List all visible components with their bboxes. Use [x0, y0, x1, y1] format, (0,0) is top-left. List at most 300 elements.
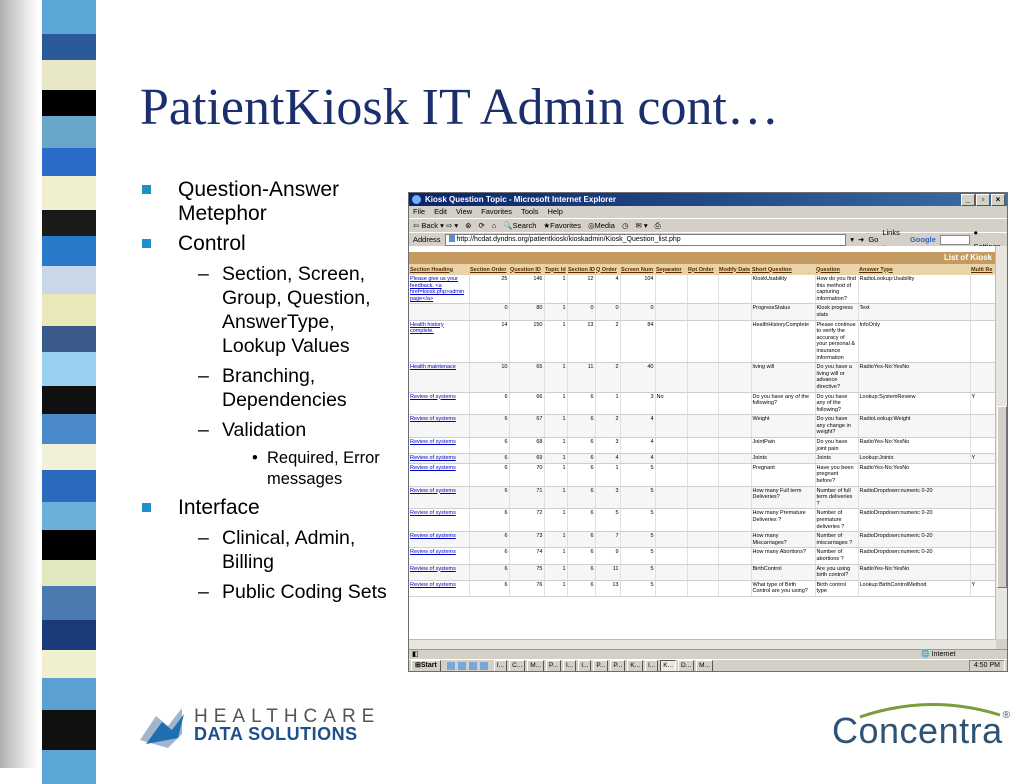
table-cell — [687, 548, 718, 564]
start-button[interactable]: ⊞Start — [411, 660, 441, 672]
table-cell: 6 — [469, 548, 509, 564]
table-cell: 3 — [595, 438, 620, 454]
table-cell: 1 — [544, 509, 567, 532]
table-row — [409, 548, 996, 564]
table-cell: 6 — [567, 463, 595, 486]
taskbar-button[interactable]: D... — [678, 660, 694, 672]
menu-item-tools[interactable]: Tools — [521, 207, 539, 216]
table-cell: 6 — [567, 564, 595, 580]
table-cell: 1 — [544, 415, 567, 438]
stripe-block — [42, 60, 96, 90]
taskbar-button[interactable]: P... — [610, 660, 625, 672]
table-cell: 1 — [544, 532, 567, 548]
table-cell: 84 — [620, 320, 655, 363]
section-heading-link[interactable]: Please give us your feedback. <a href=kiosk.php>admin page</a> — [409, 275, 469, 304]
table-cell: 4 — [620, 454, 655, 464]
table-header-row — [409, 264, 996, 275]
table-cell: 75 — [509, 564, 544, 580]
table-cell — [718, 532, 751, 548]
section-heading-link[interactable]: Health history complete. — [409, 320, 469, 363]
section-heading-link[interactable]: Health maintenace — [409, 363, 469, 392]
table-cell: RadioYes-No:YesNo — [858, 564, 970, 580]
table-cell — [687, 392, 718, 415]
bullet-text: Control — [178, 232, 246, 255]
table-cell — [970, 304, 996, 320]
table-cell — [718, 548, 751, 564]
taskbar-button[interactable]: M... — [527, 660, 544, 672]
address-bar — [409, 228, 1007, 247]
table-cell: 13 — [567, 320, 595, 363]
table-row — [409, 463, 996, 486]
bullet-text: Required, Error messages — [267, 449, 380, 488]
table-cell — [718, 392, 751, 415]
stripe-block — [42, 650, 96, 678]
taskbar-button[interactable]: C... — [509, 660, 525, 672]
table-cell: RadioLookup:Usability — [858, 275, 970, 304]
task-buttons — [494, 660, 713, 672]
quick-launch — [447, 662, 488, 670]
taskbar-button[interactable]: I... — [578, 660, 591, 672]
table-cell: Weight — [751, 415, 815, 438]
table-cell: Do you have joint pain — [815, 438, 858, 454]
table-cell: 7 — [595, 532, 620, 548]
taskbar-button[interactable]: I... — [563, 660, 576, 672]
table-cell: Pregnant — [751, 463, 815, 486]
dot-bullet-icon: • — [252, 449, 258, 467]
table-cell: 80 — [509, 304, 544, 320]
history-icon[interactable]: ◷ — [621, 221, 629, 230]
table-cell: RadioDropdown:numeric 0-20 — [858, 509, 970, 532]
go-button[interactable]: ➜ Go — [858, 235, 879, 244]
stripe-block — [42, 0, 96, 34]
stripe-block — [42, 294, 96, 326]
minimize-icon[interactable]: _ — [961, 194, 975, 206]
table-cell: 40 — [620, 363, 655, 392]
table-cell — [655, 275, 687, 304]
quicklaunch-icon[interactable] — [458, 662, 466, 670]
table-cell: 2 — [595, 320, 620, 363]
table-cell: 5 — [595, 509, 620, 532]
section-heading-link[interactable]: Review of systems — [409, 392, 469, 415]
table-cell — [655, 363, 687, 392]
stripe-block — [42, 414, 96, 444]
table-cell: 1 — [595, 463, 620, 486]
taskbar-button[interactable]: I... — [645, 660, 658, 672]
dash-bullet-icon: – — [198, 365, 209, 387]
table-row — [409, 363, 996, 392]
table-cell: 0 — [469, 304, 509, 320]
question-table — [409, 264, 996, 597]
table-cell: 13 — [595, 580, 620, 596]
table-cell — [655, 532, 687, 548]
taskbar-button[interactable]: K... — [660, 660, 676, 672]
bullet-level-1 — [142, 178, 397, 226]
mail-icon[interactable]: ✉ ▾ — [635, 221, 648, 230]
list-title: List of Kiosk — [943, 253, 992, 262]
table-cell — [687, 320, 718, 363]
table-cell: 6 — [469, 580, 509, 596]
table-cell — [718, 363, 751, 392]
table-cell — [970, 438, 996, 454]
table-cell: 6 — [469, 564, 509, 580]
links-button[interactable]: Links — [882, 228, 900, 237]
table-cell — [687, 363, 718, 392]
registered-mark: ® — [1002, 710, 1011, 721]
dash-bullet-icon: – — [198, 419, 209, 441]
menu-bar — [409, 206, 1007, 218]
table-cell — [718, 463, 751, 486]
bullet-text: Interface — [178, 496, 260, 519]
square-bullet-icon — [142, 503, 151, 512]
section-heading-link[interactable]: Review of systems — [409, 509, 469, 532]
table-row — [409, 438, 996, 454]
table-cell: RadioDropdown:numeric 0-20 — [858, 532, 970, 548]
taskbar-button[interactable]: K... — [627, 660, 643, 672]
table-cell: Y — [970, 580, 996, 596]
vertical-scrollbar[interactable] — [995, 246, 1007, 639]
stripe-block — [42, 470, 96, 502]
table-cell: Lookup:BirthControlMethod — [858, 580, 970, 596]
table-cell: 1 — [544, 486, 567, 509]
table-row — [409, 532, 996, 548]
ie-icon — [412, 195, 421, 204]
table-cell — [655, 304, 687, 320]
stripe-block — [42, 502, 96, 530]
menu-item-edit[interactable]: Edit — [434, 207, 448, 216]
table-body — [409, 275, 996, 596]
concentra-logo — [832, 710, 1010, 752]
column-header[interactable]: Short Question — [751, 264, 815, 275]
table-cell: 5 — [620, 486, 655, 509]
table-cell — [970, 509, 996, 532]
browser-toolbar — [409, 218, 1007, 232]
status-zone: 🌐 Internet — [921, 651, 956, 658]
section-heading-link[interactable]: Review of systems — [409, 454, 469, 464]
google-search-box[interactable] — [940, 235, 970, 245]
stripe-block — [42, 176, 96, 210]
section-heading-link — [409, 304, 469, 320]
bullet-level-2 — [142, 418, 397, 442]
table-cell — [970, 548, 996, 564]
table-cell — [655, 320, 687, 363]
windows-taskbar — [409, 659, 1007, 672]
stripe-block — [42, 586, 96, 620]
stripe-block — [42, 34, 96, 60]
stripe-shadow — [0, 0, 38, 768]
table-cell — [687, 532, 718, 548]
table-cell: 66 — [509, 392, 544, 415]
table-cell: 0 — [620, 304, 655, 320]
table-cell: 1 — [544, 580, 567, 596]
section-heading-link[interactable]: Review of systems — [409, 463, 469, 486]
bullet-text: Clinical, Admin, Billing — [222, 527, 356, 573]
table-cell: Joints — [815, 454, 858, 464]
table-cell: 1 — [544, 454, 567, 464]
media-button[interactable]: ◎Media — [587, 221, 615, 230]
table-cell — [687, 580, 718, 596]
table-cell — [718, 564, 751, 580]
section-heading-link[interactable]: Review of systems — [409, 415, 469, 438]
table-cell: 5 — [620, 509, 655, 532]
bullet-text: Branching, Dependencies — [222, 365, 347, 411]
table-cell: 6 — [567, 392, 595, 415]
table-cell: 67 — [509, 415, 544, 438]
table-cell: RadioDropdown:numeric 0-20 — [858, 548, 970, 564]
section-heading-link[interactable]: Review of systems — [409, 532, 469, 548]
table-cell — [718, 486, 751, 509]
back-button[interactable]: ⇦ Back ▾ ⇨ ▾ — [413, 221, 459, 230]
healthcare-logo-mark — [138, 704, 188, 748]
table-cell: 1 — [544, 438, 567, 454]
stripe-block — [42, 148, 96, 176]
table-cell: Birth control type — [815, 580, 858, 596]
table-cell: 1 — [544, 320, 567, 363]
settings-button[interactable]: ● — [973, 228, 979, 237]
bullet-level-2 — [142, 580, 397, 604]
table-cell: Y — [970, 392, 996, 415]
square-bullet-icon — [142, 239, 151, 248]
table-cell: RadioDropdown:numeric 0-20 — [858, 486, 970, 509]
column-header[interactable]: Section Heading — [409, 264, 469, 275]
table-cell: 2 — [595, 363, 620, 392]
taskbar-button[interactable]: M... — [696, 660, 713, 672]
table-row — [409, 392, 996, 415]
table-cell: Lookup:Joints — [858, 454, 970, 464]
table-cell: How do you find this method of capturing information? — [815, 275, 858, 304]
stripe-block — [42, 90, 96, 116]
table-cell: 65 — [509, 363, 544, 392]
section-heading-link[interactable]: Review of systems — [409, 580, 469, 596]
table-cell: How many Premature Deliveries ? — [751, 509, 815, 532]
column-header[interactable]: Topic Id — [544, 264, 567, 275]
table-cell: Please continue to verify the accuracy of your personal & insurance information — [815, 320, 858, 363]
column-header[interactable]: Separator — [655, 264, 687, 275]
table-cell — [687, 438, 718, 454]
table-cell — [718, 275, 751, 304]
stripe-block — [42, 210, 96, 236]
table-cell — [655, 564, 687, 580]
table-cell: Do you have a living will or advance directive? — [815, 363, 858, 392]
table-cell — [687, 304, 718, 320]
table-row — [409, 454, 996, 464]
table-cell: 6 — [469, 463, 509, 486]
table-row — [409, 275, 996, 304]
section-heading-link[interactable]: Review of systems — [409, 564, 469, 580]
table-cell — [718, 454, 751, 464]
table-cell: Have you been pregnant before? — [815, 463, 858, 486]
section-heading-link[interactable]: Review of systems — [409, 486, 469, 509]
table-cell: How many Full term Deliveries? — [751, 486, 815, 509]
stripe-block — [42, 444, 96, 470]
table-cell: RadioYes-No:YesNo — [858, 363, 970, 392]
table-cell: BirthControl — [751, 564, 815, 580]
table-cell — [687, 486, 718, 509]
slide-title: PatientKiosk IT Admin cont… — [140, 79, 779, 136]
close-icon[interactable]: × — [991, 194, 1005, 206]
table-cell: ProgressStatus — [751, 304, 815, 320]
system-tray — [969, 660, 1005, 672]
bullet-level-1 — [142, 232, 397, 256]
table-cell: 1 — [544, 463, 567, 486]
stripe-block — [42, 530, 96, 560]
table-cell: 72 — [509, 509, 544, 532]
table-cell: 150 — [509, 320, 544, 363]
table-cell — [687, 415, 718, 438]
bullet-level-2 — [142, 262, 397, 358]
bullet-level-2 — [142, 526, 397, 574]
window-title: Kiosk Question Topic - Microsoft Internet Explorer — [425, 195, 616, 204]
table-cell: JointPain — [751, 438, 815, 454]
table-row — [409, 320, 996, 363]
table-cell: 5 — [620, 564, 655, 580]
column-header[interactable]: Section ID — [567, 264, 595, 275]
column-header[interactable]: Question — [815, 264, 858, 275]
section-heading-link[interactable]: Review of systems — [409, 438, 469, 454]
refresh-icon[interactable]: ⟳ — [478, 221, 485, 230]
healthcare-logo-line1: HEALTHCARE — [194, 706, 381, 727]
table-cell: Joints — [751, 454, 815, 464]
menu-item-favorites[interactable]: Favorites — [481, 207, 512, 216]
table-cell — [970, 532, 996, 548]
table-cell: 1 — [544, 564, 567, 580]
table-cell — [687, 509, 718, 532]
table-cell: Do you have any change in weight? — [815, 415, 858, 438]
browser-window — [408, 192, 1008, 672]
table-cell: 5 — [620, 548, 655, 564]
table-cell: HealthHistoryComplete — [751, 320, 815, 363]
table-cell: Kiosk progress stats — [815, 304, 858, 320]
quicklaunch-icon[interactable] — [447, 662, 455, 670]
concentra-logo-text: Concentra — [832, 710, 1003, 751]
bullet-text: Section, Screen, Group, Question, AnswerType, Lookup Values — [222, 263, 371, 357]
table-cell: 70 — [509, 463, 544, 486]
table-cell: 4 — [595, 454, 620, 464]
table-cell: Number of premature deliveries ? — [815, 509, 858, 532]
table-cell — [655, 463, 687, 486]
stripe-block — [42, 116, 96, 148]
table-cell — [718, 304, 751, 320]
table-cell: 6 — [567, 454, 595, 464]
table-cell: 5 — [620, 463, 655, 486]
address-url: http://hcdat.dyndns.org/patientkiosk/kioskadmin/Kiosk_Question_list.php — [456, 236, 681, 243]
taskbar-button[interactable]: P... — [546, 660, 561, 672]
address-input[interactable] — [445, 234, 847, 246]
column-header[interactable]: Question ID — [509, 264, 544, 275]
decorative-stripe-bar — [0, 0, 118, 768]
table-row — [409, 415, 996, 438]
column-header[interactable]: Answer Type — [858, 264, 970, 275]
table-cell — [718, 320, 751, 363]
table-cell: 6 — [469, 532, 509, 548]
print-icon[interactable]: ⎙ — [654, 221, 661, 230]
table-cell: 25 — [469, 275, 509, 304]
table-cell: 104 — [620, 275, 655, 304]
table-cell: Lookup:SystemReview — [858, 392, 970, 415]
table-cell: 12 — [567, 275, 595, 304]
table-cell: RadioLookup:Weight — [858, 415, 970, 438]
table-cell — [718, 580, 751, 596]
table-cell: 146 — [509, 275, 544, 304]
column-header[interactable]: Screen Num — [620, 264, 655, 275]
menu-item-help[interactable]: Help — [547, 207, 563, 216]
google-toolbar[interactable]: Google — [909, 235, 936, 244]
table-cell: 6 — [469, 392, 509, 415]
table-cell — [687, 564, 718, 580]
column-header[interactable]: Rpt Order — [687, 264, 718, 275]
table-cell: No — [655, 392, 687, 415]
address-dropdown-icon[interactable]: ▾ — [850, 235, 855, 244]
healthcare-logo-line2: DATA SOLUTIONS — [194, 724, 358, 744]
bullet-text: Public Coding Sets — [222, 581, 387, 603]
table-cell: How many Miscarriages? — [751, 532, 815, 548]
table-cell — [718, 415, 751, 438]
bullet-text: Validation — [222, 419, 307, 441]
bullet-list — [142, 178, 397, 610]
table-cell: 6 — [567, 532, 595, 548]
quicklaunch-icon[interactable] — [480, 662, 488, 670]
table-cell: 4 — [620, 415, 655, 438]
table-cell: 4 — [595, 275, 620, 304]
table-cell: living will — [751, 363, 815, 392]
table-cell: 73 — [509, 532, 544, 548]
table-cell: 6 — [469, 438, 509, 454]
dash-bullet-icon: – — [198, 527, 209, 549]
search-button[interactable]: 🔍Search — [503, 221, 537, 230]
table-cell — [970, 320, 996, 363]
table-cell: 14 — [469, 320, 509, 363]
table-cell: 11 — [595, 564, 620, 580]
table-cell: 6 — [567, 548, 595, 564]
table-cell: Do you have any of the following? — [751, 392, 815, 415]
stripe-block — [42, 386, 96, 414]
table-cell: 1 — [544, 275, 567, 304]
table-row — [409, 564, 996, 580]
table-cell — [970, 415, 996, 438]
taskbar-button[interactable]: P... — [593, 660, 608, 672]
column-header[interactable]: Section Order — [469, 264, 509, 275]
address-label: Address — [413, 235, 441, 244]
table-cell: 6 — [567, 509, 595, 532]
bullet-text: Question-Answer Metephor — [178, 178, 340, 225]
column-header[interactable]: Q Order — [595, 264, 620, 275]
favorites-button[interactable]: ★Favorites — [543, 221, 581, 230]
stripe-block — [42, 266, 96, 294]
table-cell — [655, 415, 687, 438]
column-header[interactable]: Multi Re — [970, 264, 996, 275]
column-header[interactable]: Modify Date — [718, 264, 751, 275]
table-cell: Do you have any of the following? — [815, 392, 858, 415]
table-cell — [970, 275, 996, 304]
table-cell: 6 — [469, 415, 509, 438]
table-cell: 1 — [544, 363, 567, 392]
table-cell — [970, 564, 996, 580]
table-cell: 6 — [567, 486, 595, 509]
restore-icon[interactable]: ▫ — [976, 194, 990, 206]
quicklaunch-icon[interactable] — [469, 662, 477, 670]
table-cell: InfoOnly — [858, 320, 970, 363]
scroll-thumb[interactable] — [997, 406, 1007, 588]
taskbar-button[interactable]: I... — [494, 660, 507, 672]
stop-icon[interactable]: ⊗ — [465, 221, 472, 230]
menu-item-file[interactable]: File — [413, 207, 426, 216]
stripe-block — [42, 236, 96, 266]
table-cell — [655, 438, 687, 454]
table-cell — [687, 463, 718, 486]
menu-item-view[interactable]: View — [456, 207, 473, 216]
home-icon[interactable]: ⌂ — [491, 221, 497, 230]
section-heading-link[interactable]: Review of systems — [409, 548, 469, 564]
table-cell: What type of Birth Control are you using? — [751, 580, 815, 596]
